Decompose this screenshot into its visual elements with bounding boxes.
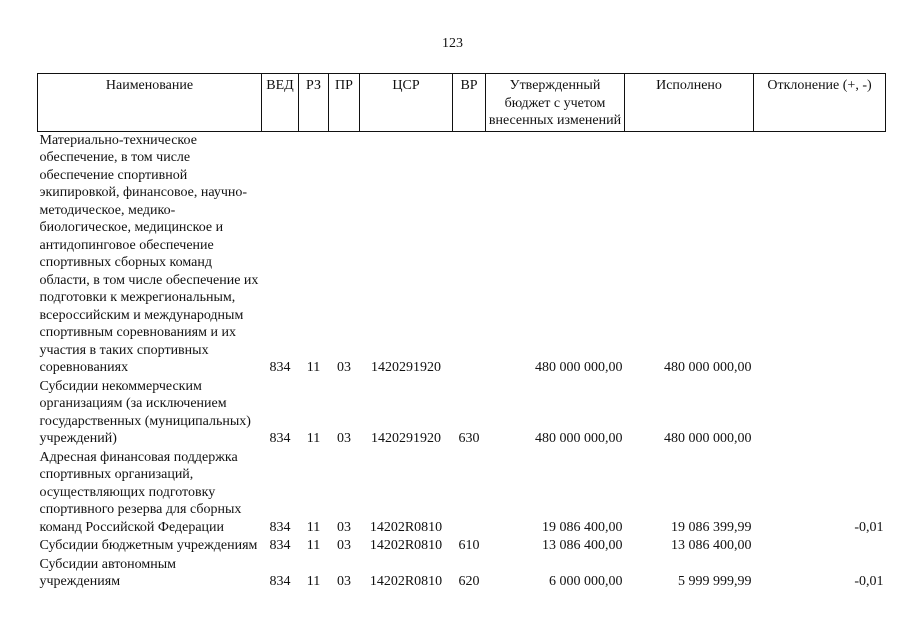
row-deviation (754, 378, 886, 449)
row-executed: 480 000 000,00 (664, 431, 752, 446)
row-csr: 1420291920 (371, 431, 441, 446)
row-executed: 5 999 999,99 (678, 574, 752, 589)
row-rz: 11 (306, 538, 321, 553)
row-deviation (754, 131, 886, 378)
header-deviation: Отклонение (+, -) (754, 74, 886, 132)
row-rz: 11 (306, 574, 321, 589)
row-vr: 620 (458, 574, 480, 589)
header-csr: ЦСР (360, 74, 453, 132)
row-name: Субсидии автономным учреждениям (39, 556, 176, 589)
row-deviation: -0,01 (854, 519, 884, 535)
row-budget: 6 000 000,00 (549, 574, 623, 589)
budget-table (37, 73, 886, 592)
row-csr: 1420291920 (371, 360, 441, 375)
row-executed: 480 000 000,00 (664, 360, 752, 375)
row-ved: 834 (269, 431, 291, 446)
table-row (38, 131, 886, 378)
row-deviation: -0,01 (854, 574, 884, 589)
row-deviation (754, 537, 886, 556)
row-name: Субсидии некоммерческим организациям (за исключением государственных (муниципальных) учреждений) (39, 378, 251, 446)
row-csr: 14202R0810 (369, 519, 443, 535)
row-ved: 834 (269, 360, 291, 375)
row-executed: 13 086 400,00 (671, 538, 752, 553)
table-row (38, 556, 886, 592)
row-pr: 03 (337, 574, 351, 589)
header-rz: РЗ (299, 74, 329, 132)
row-pr: 03 (337, 431, 351, 446)
header-vr: ВР (453, 74, 486, 132)
row-ved: 834 (269, 574, 291, 589)
row-name: Адресная финансовая поддержка спортивных организаций, осуществляющих подготовку спортивного резерва для сборных команд Российской Федерации (39, 449, 242, 535)
row-csr: 14202R0810 (369, 574, 443, 589)
row-name: Материально-техническое обеспечение, в том числе обеспечение спортивной экипировкой, финансовое, научно-методическое, медико-биологическое, медицинское и антидопинговое обеспечение спортивных сборных команд области, в том числе обеспечение их подготовки к межрегиональным, всероссийским и международным спортивным соревнованиям и их участия в таких спортивных соревнованиях (39, 132, 259, 375)
table-row (38, 537, 886, 556)
row-executed: 19 086 399,99 (671, 519, 752, 535)
row-budget: 19 086 400,00 (542, 519, 623, 535)
table-header (38, 74, 886, 132)
row-budget: 13 086 400,00 (542, 538, 623, 553)
row-ved: 834 (269, 538, 291, 553)
table-body (38, 131, 886, 592)
row-pr: 03 (337, 519, 351, 535)
row-rz: 11 (306, 431, 321, 446)
row-rz: 11 (306, 360, 321, 375)
page-number: 123 (442, 36, 463, 51)
table-row (38, 449, 886, 538)
header-budget: Утвержденный бюджет с учетом внесенных изменений (486, 74, 625, 132)
row-vr: 630 (458, 431, 480, 446)
row-budget: 480 000 000,00 (535, 431, 623, 446)
row-vr (453, 449, 486, 538)
row-pr: 03 (337, 538, 351, 553)
header-executed: Исполнено (625, 74, 754, 132)
row-vr: 610 (458, 538, 480, 553)
header-pr: ПР (329, 74, 360, 132)
row-rz: 11 (306, 519, 321, 535)
row-vr (453, 131, 486, 378)
header-ved: ВЕД (262, 74, 299, 132)
table-row (38, 378, 886, 449)
row-name: Субсидии бюджетным учреждениям (39, 538, 258, 553)
row-csr: 14202R0810 (369, 538, 443, 553)
row-ved: 834 (269, 519, 291, 535)
header-name: Наименование (38, 74, 262, 132)
row-budget: 480 000 000,00 (535, 360, 623, 375)
row-pr: 03 (337, 360, 351, 375)
